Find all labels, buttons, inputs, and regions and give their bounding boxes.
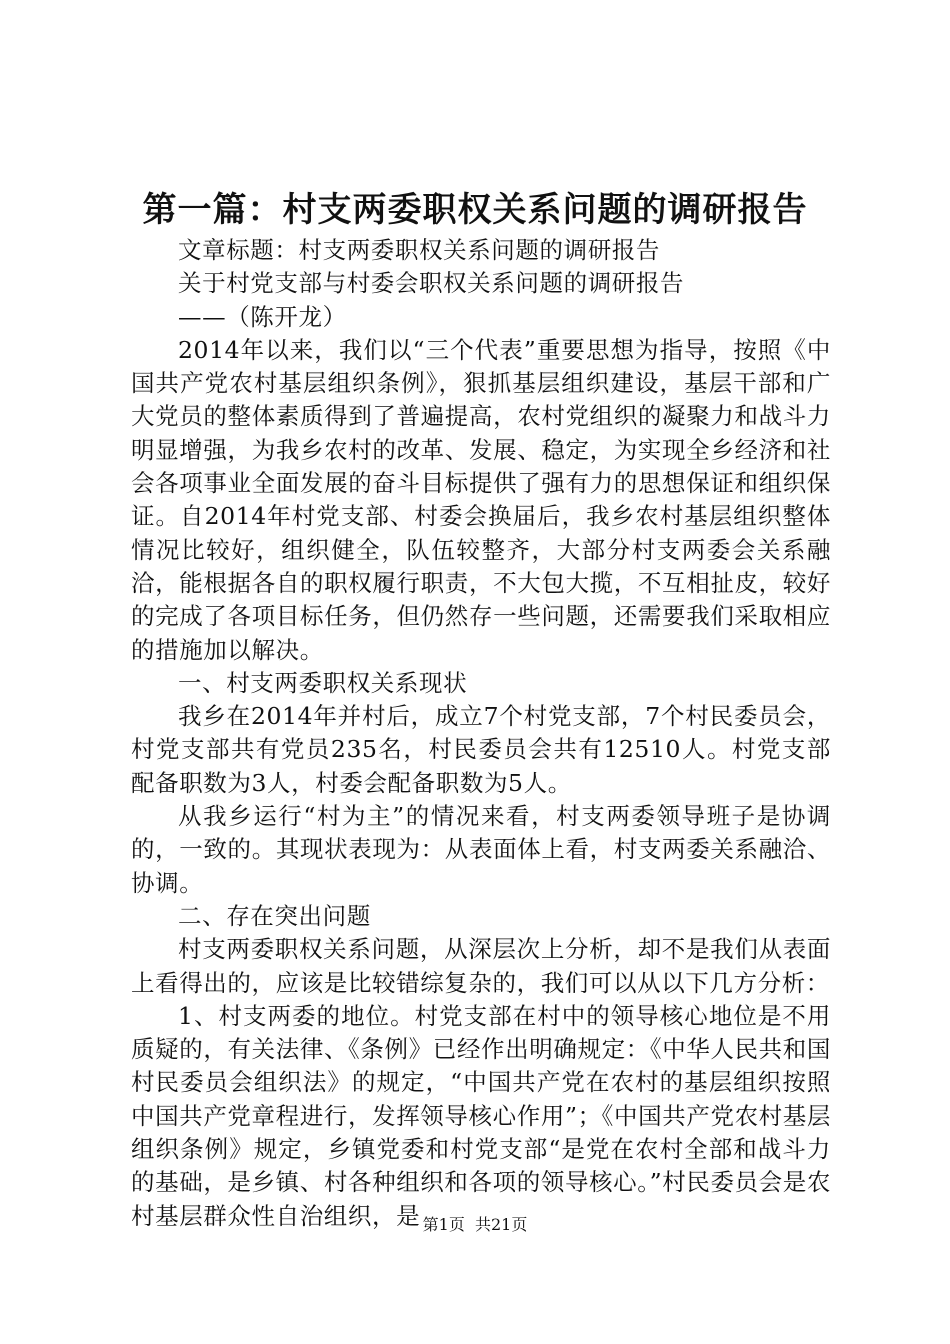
document-title: 第一篇：村支两委职权关系问题的调研报告: [142, 190, 808, 230]
section-heading-1: 一、村支两委职权关系现状: [178, 668, 468, 697]
body-paragraph-intro: 2014年以来，我们以“三个代表”重要思想为指导，按照《中国共产党农村基层组织条例》，狠抓基层组织建设，基层干部和广大党员的整体素质得到了普遍提高，农村党组织的凝聚力和战斗力明显增强，为我乡农村的改革、发展、稳定，为实现全乡经济和社会各项事业全面发展的奋斗目标提供了强有力的思想保证和组织保证。自2014年村党支部、村委会换届后，我乡农村基层组织整体情况比较好，组织健全，队伍较整齐，大部分村支两委会关系融洽，能根据各自的职权履行职责，不大包大揽，不互相扯皮，较好的完成了各项目标任务，但仍然存一些问题，还需要我们采取相应的措施加以解决。: [131, 335, 831, 664]
article-title-line: 文章标题：村支两委职权关系问题的调研报告: [178, 236, 660, 264]
document-body: [131, 234, 831, 1233]
section-heading-2: 二、存在突出问题: [178, 901, 371, 930]
body-paragraph: 1、村支两委的地位。村党支部在村中的领导核心地位是不用质疑的，有关法律、《条例》已经作出明确规定：《中华人民共和国村民委员会组织法》的规定，“中国共产党在农村的基层组织按照中国共产党章程进行，发挥领导核心作用”；《中国共产党农村基层组织条例》规定，乡镇党委和村党支部“是党在农村全部和战斗力的基础，是乡镇、村各种组织和各项的领导核心。”村民委员会是农村基层群众性自治组织，是: [131, 1001, 831, 1230]
author-line: ——（陈开龙）: [178, 302, 347, 331]
page-footer: 第1页 共21页: [422, 1215, 528, 1234]
body-paragraph: 村支两委职权关系问题，从深层次上分析，却不是我们从表面上看得出的，应该是比较错综复杂的，我们可以从以下几方分析：: [131, 935, 831, 997]
report-subtitle: 关于村党支部与村委会职权关系问题的调研报告: [178, 269, 685, 298]
body-paragraph: 我乡在2014年并村后，成立7个村党支部，7个村民委员会，村党支部共有党员235名，村民委员会共有12510人。村党支部配备职数为3人，村委会配备职数为5人。: [131, 702, 831, 797]
body-paragraph: 从我乡运行“村为主”的情况来看，村支两委领导班子是协调的，一致的。其现状表现为：从表面体上看，村支两委关系融洽、协调。: [131, 802, 831, 897]
